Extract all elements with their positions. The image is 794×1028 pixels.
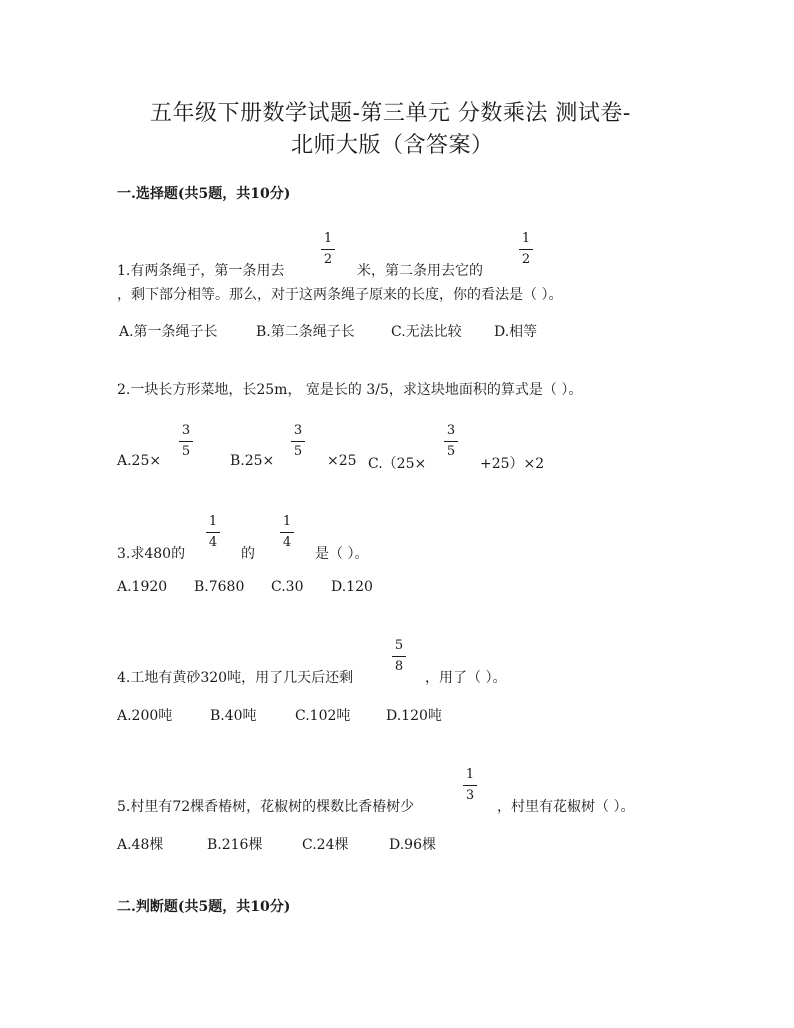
q1-option-c: C.无法比较 bbox=[391, 324, 462, 340]
q1-fraction-2 bbox=[519, 232, 533, 267]
fraction-bar bbox=[321, 249, 335, 250]
q5-option-b: B.216棵 bbox=[207, 837, 263, 853]
q3-fraction-2 bbox=[280, 515, 294, 550]
q5-fraction-den: 3 bbox=[465, 788, 475, 803]
fraction-bar bbox=[392, 656, 406, 657]
document-title-line1: 五年级下册数学试题-第三单元 分数乘法 测试卷- bbox=[150, 101, 631, 126]
q2-option-c-fraction bbox=[444, 424, 458, 459]
q3-text-a: 3.求480的 bbox=[117, 546, 186, 562]
q1-fraction-2-den: 2 bbox=[521, 252, 531, 267]
q3-fraction-1 bbox=[206, 515, 220, 550]
q3-option-d: D.120 bbox=[331, 579, 373, 595]
q2-frac-b-den: 5 bbox=[293, 444, 303, 459]
q1-fraction-1-num: 1 bbox=[323, 231, 333, 246]
q2-option-c-tail: +25）×2 bbox=[480, 456, 545, 472]
q4-option-b: B.40吨 bbox=[210, 708, 257, 724]
fraction-bar bbox=[291, 441, 305, 442]
fraction-bar bbox=[280, 532, 294, 533]
q4-option-a: A.200吨 bbox=[117, 708, 173, 724]
q5-text-b: ，村里有花椒树（ ）。 bbox=[497, 799, 635, 815]
q4-fraction-den: 8 bbox=[394, 659, 404, 674]
document-title-line2: 北师大版（含答案） bbox=[291, 133, 494, 158]
q5-fraction bbox=[463, 768, 477, 803]
q2-option-b: B.25× bbox=[230, 453, 275, 469]
q1-option-a: A.第一条绳子长 bbox=[119, 324, 218, 340]
fraction-bar bbox=[463, 785, 477, 786]
q3-fraction-2-den: 4 bbox=[282, 535, 292, 550]
q3-option-b: B.7680 bbox=[194, 579, 245, 595]
q4-text-a: 4.工地有黄砂320吨，用了几天后还剩 bbox=[117, 670, 354, 686]
q4-text-b: ，用了（ ）。 bbox=[425, 670, 507, 686]
section-heading-choice: 一.选择题(共5题，共10分) bbox=[117, 186, 291, 202]
q3-fraction-2-num: 1 bbox=[282, 514, 292, 529]
fraction-bar bbox=[179, 441, 193, 442]
fraction-bar bbox=[519, 249, 533, 250]
q1-option-d: D.相等 bbox=[494, 324, 538, 340]
q3-option-c: C.30 bbox=[271, 579, 304, 595]
q2-frac-b-num: 3 bbox=[293, 423, 303, 438]
q2-frac-a-num: 3 bbox=[181, 423, 191, 438]
q3-fraction-1-num: 1 bbox=[208, 514, 218, 529]
q5-fraction-num: 1 bbox=[465, 767, 475, 782]
q5-option-a: A.48棵 bbox=[117, 837, 164, 853]
q2-frac-c-den: 5 bbox=[446, 444, 456, 459]
q2-option-a-fraction bbox=[179, 424, 193, 459]
q3-text-b: 的 bbox=[241, 546, 255, 562]
q1-fraction-1 bbox=[321, 232, 335, 267]
fraction-bar bbox=[444, 441, 458, 442]
q2-option-b-fraction bbox=[291, 424, 305, 459]
q2-option-b-tail: ×25 bbox=[327, 453, 357, 469]
q1-text-a: 1.有两条绳子，第一条用去 bbox=[117, 263, 285, 279]
fraction-bar bbox=[206, 532, 220, 533]
q5-text-a: 5.村里有72棵香椿树，花椒树的棵数比香椿树少 bbox=[117, 799, 415, 815]
q2-frac-a-den: 5 bbox=[181, 444, 191, 459]
q1-text-b: 米，第二条用去它的 bbox=[357, 263, 483, 279]
q4-fraction bbox=[392, 639, 406, 674]
q3-option-a: A.1920 bbox=[117, 579, 168, 595]
q2-option-a: A.25× bbox=[117, 453, 162, 469]
q5-option-d: D.96棵 bbox=[389, 837, 436, 853]
q1-text-c: ，剩下部分相等。那么，对于这两条绳子原来的长度，你的看法是（ ）。 bbox=[117, 287, 563, 303]
q1-fraction-1-den: 2 bbox=[323, 252, 333, 267]
q4-fraction-num: 5 bbox=[394, 638, 404, 653]
q4-option-d: D.120吨 bbox=[386, 708, 442, 724]
q2-text: 2.一块长方形菜地，长25m， 宽是长的 3/5，求这块地面积的算式是（ ）。 bbox=[117, 382, 583, 398]
q4-option-c: C.102吨 bbox=[295, 708, 351, 724]
q5-option-c: C.24棵 bbox=[302, 837, 349, 853]
q2-frac-c-num: 3 bbox=[446, 423, 456, 438]
q2-option-c: C.（25× bbox=[368, 456, 427, 472]
q3-fraction-1-den: 4 bbox=[208, 535, 218, 550]
section-heading-judge: 二.判断题(共5题，共10分) bbox=[117, 899, 291, 915]
q3-text-c: 是（ ）。 bbox=[315, 546, 369, 562]
q1-option-b: B.第二条绳子长 bbox=[256, 324, 355, 340]
q1-fraction-2-num: 1 bbox=[521, 231, 531, 246]
